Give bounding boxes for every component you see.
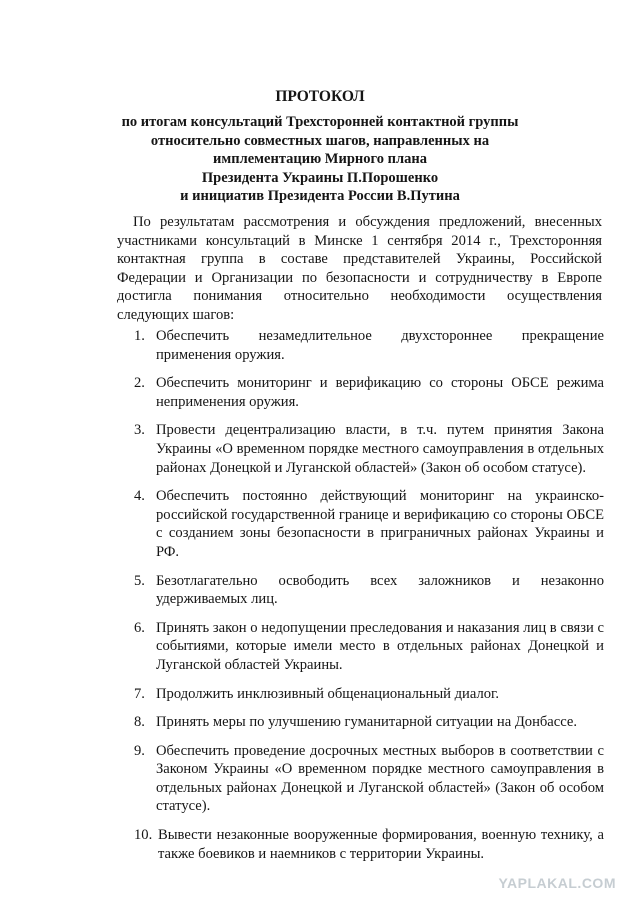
subtitle-line: относительно совместных шагов, направленных на [150, 132, 490, 149]
item-text: Принять меры по улучшению гуманитарной ситуации на Донбассе. [156, 714, 578, 731]
list-item [134, 742, 604, 816]
intro-paragraph: По результатам рассмотрения и обсуждения предложений, внесенных участниками консультаций в Минске 1 сентября 2014 г., Трехсторонняя контактная группа в составе представителей Украины, Российской Федерации и Организации по безопасности и сотрудничеству в Европе достигла понимания относительно необходимости осуществления следующих шагов: [117, 214, 602, 323]
item-number: 5. [134, 572, 145, 589]
list-item [134, 487, 604, 561]
item-number: 2. [134, 375, 145, 392]
list-item [134, 421, 604, 477]
list-item [134, 327, 604, 364]
numbered-list [134, 327, 604, 873]
item-text: Обеспечить незамедлительное двухстороннее прекращение применения оружия. [156, 328, 604, 363]
item-number: 9. [134, 742, 145, 759]
list-item [134, 572, 604, 609]
item-text: Провести децентрализацию власти, в т.ч. путем принятия Закона Украины «О временном порядке местного самоуправления в отдельных районах Донецкой и Луганской областей» (Закон об особом статусе). [156, 422, 604, 476]
item-number: 7. [134, 685, 145, 702]
item-number: 3. [134, 422, 145, 439]
item-number: 1. [134, 328, 145, 344]
item-number: 4. [134, 488, 145, 505]
item-text: Вывести незаконные вооруженные формирования, военную технику, а также боевиков и наемников с территории Украины. [158, 827, 604, 862]
list-item [134, 826, 604, 863]
list-item [134, 619, 604, 675]
item-text: Обеспечить мониторинг и верификацию со стороны ОБСЕ режима неприменения оружия. [156, 375, 604, 410]
item-text: Обеспечить постоянно действующий мониторинг на украинско-российской государственной границе и верификацию со стороны ОБСЕ с созданием зоны безопасности в приграничных районах Украины и РФ. [156, 488, 604, 560]
item-text: Продолжить инклюзивный общенациональный диалог. [156, 685, 500, 702]
list-item [134, 713, 604, 732]
subtitle-line: и инициатив Президента России В.Путина [180, 188, 460, 205]
item-number: 10. [134, 827, 153, 844]
subtitle-line: Президента Украины П.Порошенко [201, 169, 439, 186]
item-text: Обеспечить проведение досрочных местных выборов в соответствии с Законом Украины «О временном порядке местного самоуправления в отдельных районах Донецкой и Луганской областей» (Закон об особом статусе). [156, 742, 604, 815]
item-text: Безотлагательно освободить всех заложников и незаконно удерживаемых лиц. [156, 572, 604, 608]
list-item [134, 374, 604, 411]
item-text: Принять закон о недопущении преследования и наказания лиц в связи с событиями, которые имели место в отдельных районах Донецкой и Луганской областей Украины. [156, 619, 604, 673]
site-watermark: YAPLAKAL.COM [498, 875, 616, 891]
item-number: 6. [134, 619, 145, 636]
subtitle-line: по итогам консультаций Трехсторонней контактной группы [121, 114, 519, 130]
item-number: 8. [134, 714, 145, 731]
document-title: ПРОТОКОЛ [275, 88, 365, 105]
subtitle-line: имплементацию Мирного плана [213, 151, 427, 168]
list-item [134, 685, 604, 704]
document-subtitle [0, 113, 640, 206]
